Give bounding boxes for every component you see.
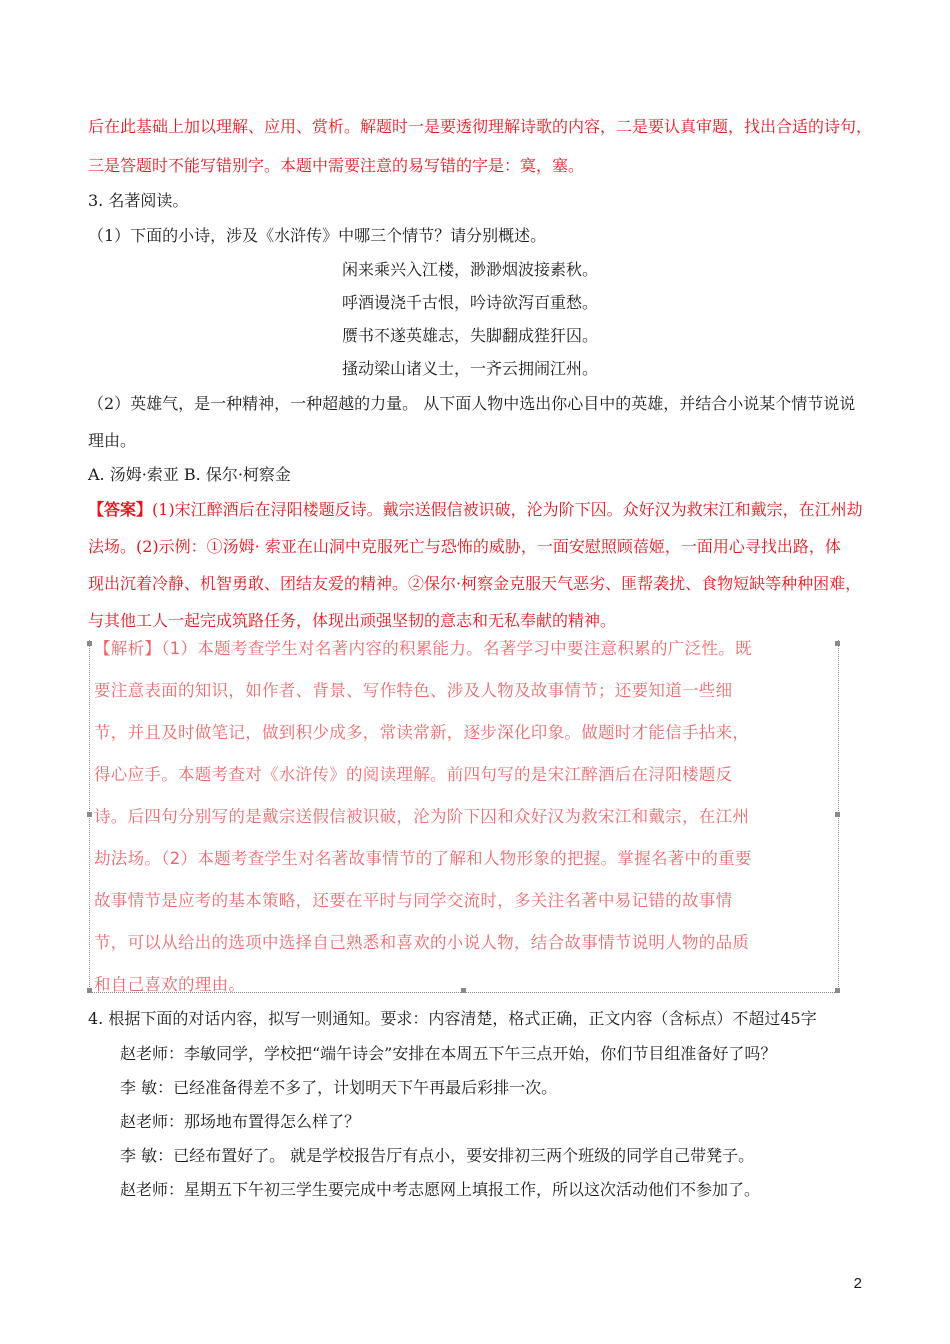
analysis-line-6: 劫法场。（2）本题考查学生对名著故事情节的了解和人物形象的把握。掌握名著中的重要 [94, 849, 752, 868]
analysis-line-5: 诗。后四句分别写的是戴宗送假信被识破，沦为阶下囚和众好汉为救宋江和戴宗，在江州 [94, 807, 750, 826]
poem-line-3: 赝书不遂英雄志，失脚翻成狴犴囚。 [342, 326, 599, 345]
dialogue-line-5: 赵老师：星期五下午初三学生要完成中考志愿网上填报工作，所以这次活动他们不参加了。 [120, 1180, 761, 1199]
question-3-title: 3. 名著阅读。 [88, 191, 189, 210]
resize-handle[interactable] [461, 988, 466, 993]
intro-line-2: 三是答题时不能写错别字。本题中需要注意的易写错的字是：寞，塞。 [88, 156, 585, 175]
answer-line-4: 与其他工人一起完成筑路任务，体现出顽强坚韧的意志和无私奉献的精神。 [88, 611, 617, 630]
analysis-line-8: 节，可以从给出的选项中选择自己熟悉和喜欢的小说人物，结合故事情节说明人物的品质 [94, 933, 750, 952]
question-3-part-2-line-2: 理由。 [88, 431, 137, 450]
analysis-line-3: 节，并且及时做笔记，做到积少成多，常读常新，逐步深化印象。做题时才能信手拈来， [94, 723, 750, 742]
resize-handle[interactable] [835, 988, 840, 993]
resize-handle[interactable] [835, 641, 840, 646]
question-3-options: A. 汤姆·索亚 B. 保尔·柯察金 [88, 465, 291, 484]
dialogue-line-1: 赵老师：李敏同学，学校把“端午诗会”安排在本周五下午三点开始，你们节目组准备好了吗？ [120, 1044, 777, 1063]
answer-line-2: 法场。(2)示例：①汤姆· 索亚在山洞中克服死亡与恐怖的威胁，一面安慰照顾蓓姬，一面用心寻找出路，体 [88, 537, 841, 556]
intro-line-1: 后在此基础上加以理解、应用、赏析。解题时一是要透彻理解诗歌的内容，二是要认真审题，找出合适的诗句， [88, 117, 873, 136]
resize-handle[interactable] [87, 641, 92, 646]
analysis-line-1: 【解析】（1）本题考查学生对名著内容的积累能力。名著学习中要注意积累的广泛性。既 [94, 639, 752, 658]
dialogue-line-2: 李 敏：已经准备得差不多了，计划明天下午再最后彩排一次。 [120, 1078, 558, 1097]
resize-handle[interactable] [87, 812, 92, 817]
question-4-title: 4. 根据下面的对话内容，拟写一则通知。要求：内容清楚，格式正确，正文内容（含标点）不超过45字 [88, 1009, 817, 1028]
dialogue-line-3: 赵老师：那场地布置得怎么样了？ [120, 1112, 361, 1131]
question-3-part-2-line-1: （2）英雄气，是一种精神，一种超越的力量。 从下面人物中选出你心目中的英雄，并结合小说某个情节说说 [88, 394, 856, 413]
resize-handle[interactable] [835, 812, 840, 817]
poem-line-2: 呼酒谩浇千古恨，吟诗欲泻百重愁。 [342, 293, 599, 312]
answer-text-1: (1)宋江醉酒后在浔阳楼题反诗。戴宗送假信被识破，沦为阶下囚。众好汉为救宋江和戴宗，在江州劫 [152, 500, 863, 519]
question-3-part-1: （1）下面的小诗，涉及《水浒传》中哪三个情节？请分别概述。 [88, 226, 547, 245]
poem-line-1: 闲来乘兴入江楼，渺渺烟波接素秋。 [342, 260, 599, 279]
analysis-line-4: 得心应手。本题考查对《水浒传》的阅读理解。前四句写的是宋江醉酒后在浔阳楼题反 [94, 765, 733, 784]
analysis-line-2: 要注意表面的知识，如作者、背景、写作特色、涉及人物及故事情节；还要知道一些细 [94, 681, 733, 700]
answer-line-1 [88, 499, 863, 521]
analysis-line-9: 和自己喜欢的理由。 [94, 975, 246, 994]
poem-line-4: 搔动梁山诸义士，一齐云拥闹江州。 [342, 359, 599, 378]
page-number: 2 [853, 1275, 862, 1292]
resize-handle[interactable] [87, 988, 92, 993]
dialogue-line-4: 李 敏：已经布置好了。 就是学校报告厅有点小，要安排初三两个班级的同学自己带凳子。 [120, 1146, 755, 1165]
answer-label: 【答案】 [88, 500, 153, 519]
analysis-line-7: 故事情节是应考的基本策略，还要在平时与同学交流时，多关注名著中易记错的故事情 [94, 891, 733, 910]
answer-line-3: 现出沉着冷静、机智勇敢、团结友爱的精神。②保尔·柯察金克服天气恶劣、匪帮袭扰、食物短缺等种种困难， [88, 574, 862, 593]
